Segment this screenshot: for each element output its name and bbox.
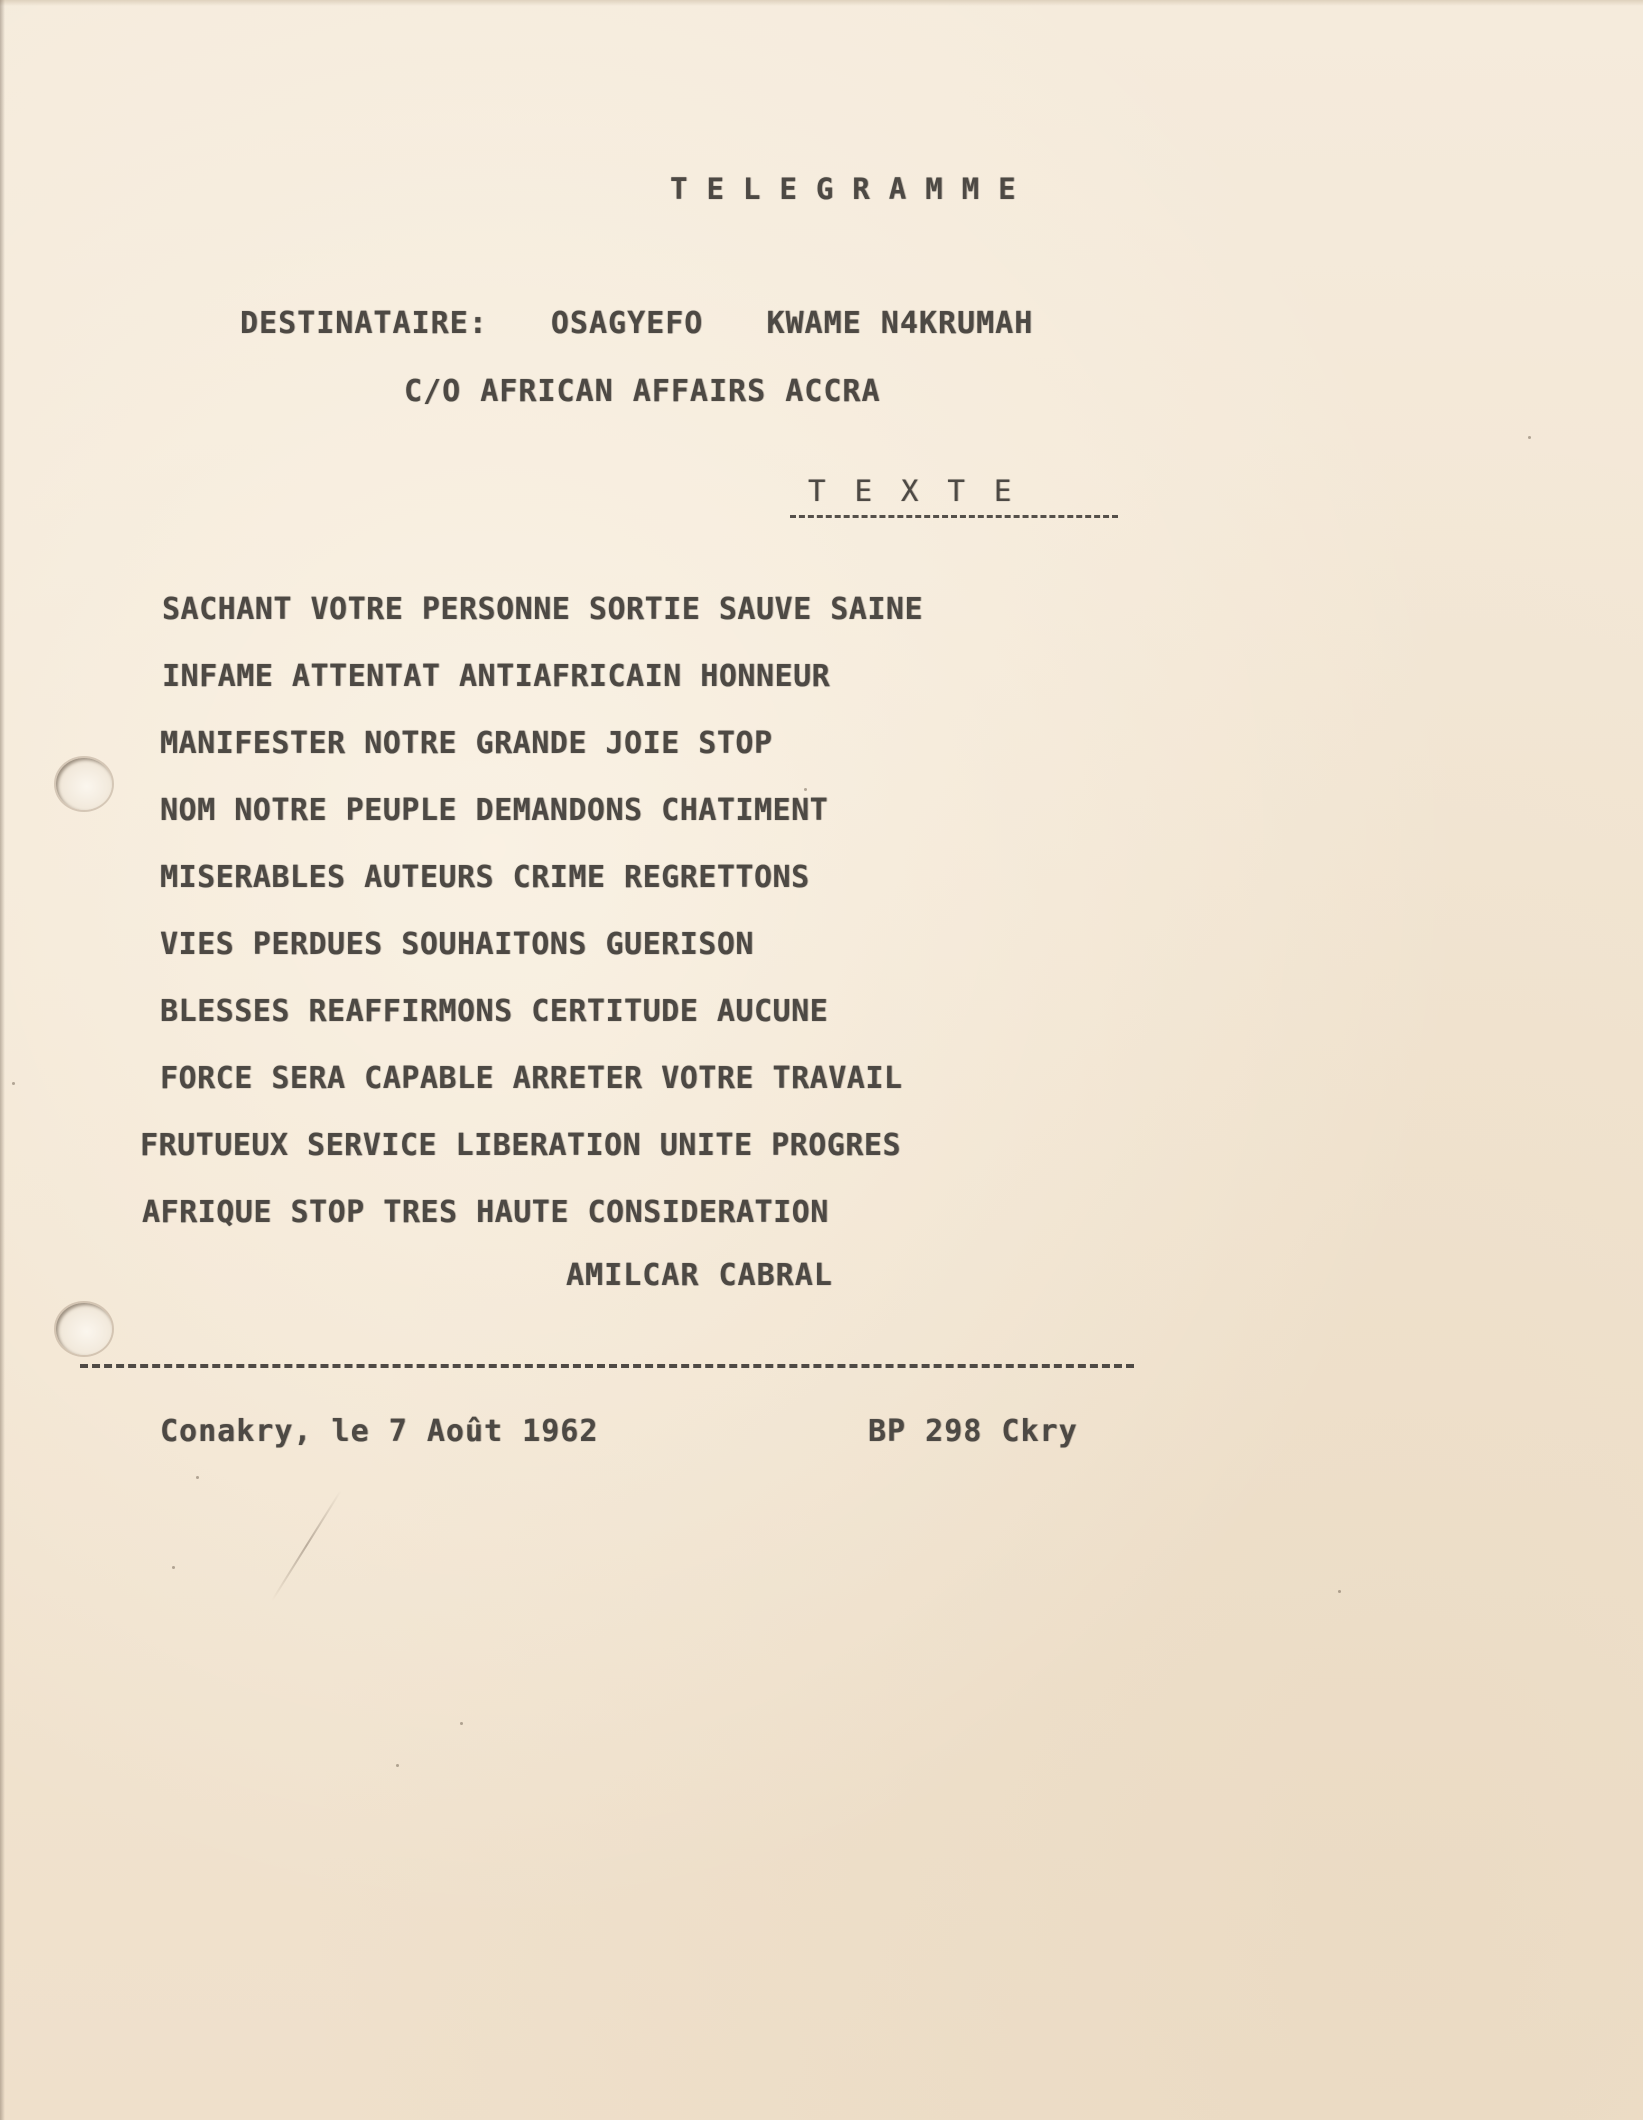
punch-hole (56, 1303, 112, 1355)
recipient-name: OSAGYEFO (550, 306, 704, 341)
message-line: NOM NOTRE PEUPLE DEMANDONS CHATIMENT (160, 793, 829, 828)
message-line: MISERABLES AUTEURS CRIME REGRETTONS (160, 860, 810, 895)
message-line: MANIFESTER NOTRE GRANDE JOIE STOP (160, 726, 773, 761)
paper-speck (1338, 1590, 1341, 1593)
paper-speck (460, 1722, 463, 1725)
message-line: FRUTUEUX SERVICE LIBERATION UNITE PROGRES (140, 1128, 902, 1163)
paper-scratch-mark (271, 1490, 342, 1601)
paper-speck (196, 1476, 199, 1479)
recipient-person: KWAME N4KRUMAH (766, 306, 1034, 341)
recipient-line (240, 306, 1033, 341)
paper-speck (172, 1566, 175, 1569)
place-date: Conakry, le 7 Août 1962 (160, 1414, 599, 1449)
message-line: VIES PERDUES SOUHAITONS GUERISON (160, 927, 754, 962)
separator-rule (80, 1364, 1134, 1368)
recipient-address: C/O AFRICAN AFFAIRS ACCRA (404, 374, 881, 409)
paper-top-edge (0, 0, 1643, 6)
signature: AMILCAR CABRAL (566, 1258, 833, 1293)
paper-left-edge (0, 0, 5, 2120)
postal-box: BP 298 Ckry (868, 1414, 1078, 1449)
paper-speck (1528, 436, 1531, 439)
paper-speck (804, 788, 807, 791)
document-title: TELEGRAMME (670, 172, 1035, 206)
paper-speck (12, 1082, 15, 1085)
message-line: BLESSES REAFFIRMONS CERTITUDE AUCUNE (160, 994, 829, 1029)
paper-speck (396, 1764, 399, 1767)
message-line: AFRIQUE STOP TRES HAUTE CONSIDERATION (142, 1195, 829, 1230)
punch-hole (56, 758, 112, 810)
section-heading: TEXTE (808, 474, 1041, 508)
heading-underline (790, 515, 1118, 518)
message-line: SACHANT VOTRE PERSONNE SORTIE SAUVE SAINE (162, 592, 924, 627)
message-line: FORCE SERA CAPABLE ARRETER VOTRE TRAVAIL (160, 1061, 903, 1096)
recipient-label: DESTINATAIRE: (240, 306, 488, 341)
message-line: INFAME ATTENTAT ANTIAFRICAIN HONNEUR (162, 659, 831, 694)
